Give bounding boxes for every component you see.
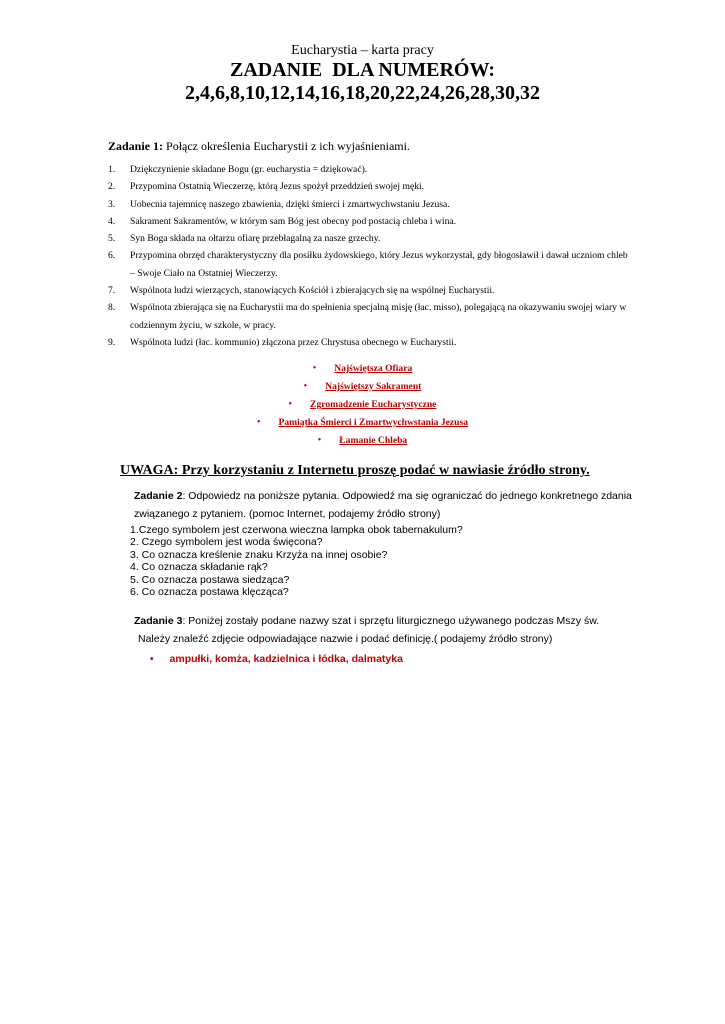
list-item — [108, 247, 668, 282]
list-item-text-continued: codziennym życiu, w szkole, w pracy. — [130, 319, 276, 331]
term-link[interactable]: Najświętsza Ofiara — [334, 363, 413, 374]
list-item-number: 3. — [108, 198, 116, 210]
term-item — [0, 378, 725, 396]
task-2 — [134, 487, 654, 523]
question-item: 1.Czego symbolem jest czerwona wieczna lampka obok tabernakulum? — [130, 524, 463, 536]
list-item-number: 5. — [108, 233, 116, 245]
list-item — [108, 196, 668, 213]
list-item — [108, 299, 668, 334]
list-item-text: Przypomina Ostatnią Wieczerzę, którą Jezus spożył przeddzień swojej męki. — [130, 181, 425, 193]
task-1-definitions-list — [108, 161, 668, 351]
list-item — [108, 334, 668, 351]
bullet-icon: • — [312, 363, 317, 374]
list-item — [108, 230, 668, 247]
term-item — [0, 414, 725, 432]
list-item-number: 8. — [108, 302, 116, 314]
bullet-icon: • — [317, 435, 322, 446]
task-3-instruction: Zadanie 3: Poniżej zostały podane nazwy szat i sprzętu liturgicznego używanego podczas Mszy św. — [134, 615, 600, 627]
worksheet-header — [0, 42, 725, 104]
task-1-instruction: Połącz określenia Eucharystii z ich wyjaśnieniami. — [163, 139, 410, 153]
task-1-label: Zadanie 1: — [108, 139, 164, 153]
task-3-instruction-continued: Należy znaleźć zdjęcie odpowiadające nazwie i podać definicję.( podajemy źródło strony) — [138, 633, 553, 645]
list-item-text: Syn Boga składa na ołtarzu ofiarę przebłagalną za nasze grzechy. — [130, 233, 381, 245]
liturgical-items-list: ampułki, komża, kadzielnica i łódka, dalmatyka — [169, 653, 403, 665]
task-2-label: Zadanie 2 — [134, 490, 183, 502]
task-3-label: Zadanie 3 — [134, 615, 183, 627]
list-item-number: 6. — [108, 250, 116, 262]
task-1-terms-list — [0, 360, 725, 450]
list-item-text: Wspólnota ludzi wierzących, stanowiących Kościół i zbierających się na wspólnej Eucharystii. — [130, 285, 495, 297]
term-item — [0, 360, 725, 378]
list-item-text: Wspólnota zbierająca się na Eucharystii ma do spełnienia specjalną misję (łac. misso), polegającą na okazywaniu swojej wiary w — [130, 302, 627, 314]
task-1-heading — [108, 139, 668, 154]
list-item-text: Uobecnia tajemnicę naszego zbawienia, dzięki śmierci i zmartwychwstaniu Jezusa. — [130, 198, 450, 210]
list-item-number: 4. — [108, 215, 116, 227]
bullet-icon: • — [288, 399, 293, 410]
bullet-icon: • — [303, 381, 308, 392]
task-2-questions — [130, 524, 463, 598]
list-item-text: Sakrament Sakramentów, w którym sam Bóg jest obecny pod postacią chleba i wina. — [130, 215, 457, 227]
term-link[interactable]: Łamanie Chleba — [339, 435, 408, 446]
question-item: 6. Co oznacza postawa klęcząca? — [130, 586, 289, 599]
list-item — [108, 161, 668, 178]
worksheet-subtitle: Eucharystia – karta pracy — [291, 43, 434, 58]
worksheet-title: ZADANIE DLA NUMERÓW: — [229, 59, 496, 81]
task-2-instruction-continued: związanego z pytaniem. (pomoc Internet, podajemy źródło strony) — [134, 508, 441, 520]
question-item: 5. Co oznacza postawa siedząca? — [130, 573, 290, 586]
question-item: 2. Czego symbolem jest woda święcona? — [130, 536, 323, 549]
task-1 — [108, 139, 668, 351]
internet-source-notice: UWAGA: Przy korzystaniu z Internetu proszę podać w nawiasie źródło strony. — [120, 463, 590, 478]
term-item — [0, 396, 725, 414]
list-item — [108, 213, 668, 230]
list-item-text: Dziękczynienie składane Bogu (gr. eucharystia = dziękować). — [130, 164, 368, 175]
term-link[interactable]: Najświętszy Sakrament — [325, 381, 422, 392]
task-2-instruction: Zadanie 2: Odpowiedz na poniższe pytania. Odpowiedź ma się ograniczać do jednego konkretnego zdania — [134, 490, 632, 502]
student-numbers: 2,4,6,8,10,12,14,16,18,20,22,24,26,28,30,32 — [185, 82, 540, 104]
task-3-items — [150, 653, 403, 665]
list-item-number: 2. — [108, 181, 116, 193]
question-item: 4. Co oznacza składanie rąk? — [130, 561, 268, 574]
list-item-text-continued: – Swoje Ciało na Ostatniej Wieczerzy. — [130, 267, 278, 279]
list-item — [108, 178, 668, 195]
bullet-icon: • — [150, 653, 154, 665]
term-link[interactable]: Zgromadzenie Eucharystyczne — [310, 399, 437, 410]
list-item-number: 7. — [108, 285, 116, 297]
list-item-text: Przypomina obrzęd charakterystyczny dla posiłku żydowskiego, który Jezus wykorzystał, gdy błogosławił i dawał uczniom chleb — [130, 250, 628, 262]
list-item — [108, 282, 668, 299]
bullet-icon: • — [256, 417, 261, 428]
task-3 — [134, 612, 654, 648]
term-link[interactable]: Pamiątka Śmierci i Zmartwychwstania Jezusa — [278, 417, 469, 428]
list-item-number: 1. — [108, 164, 116, 175]
list-item-text: Wspólnota ludzi (łac. kommunio) złączona przez Chrystusa obecnego w Eucharystii. — [130, 336, 457, 348]
term-item — [0, 432, 725, 450]
list-item-number: 9. — [108, 336, 116, 348]
question-item: 3. Co oznacza kreślenie znaku Krzyża na innej osobie? — [130, 548, 388, 561]
